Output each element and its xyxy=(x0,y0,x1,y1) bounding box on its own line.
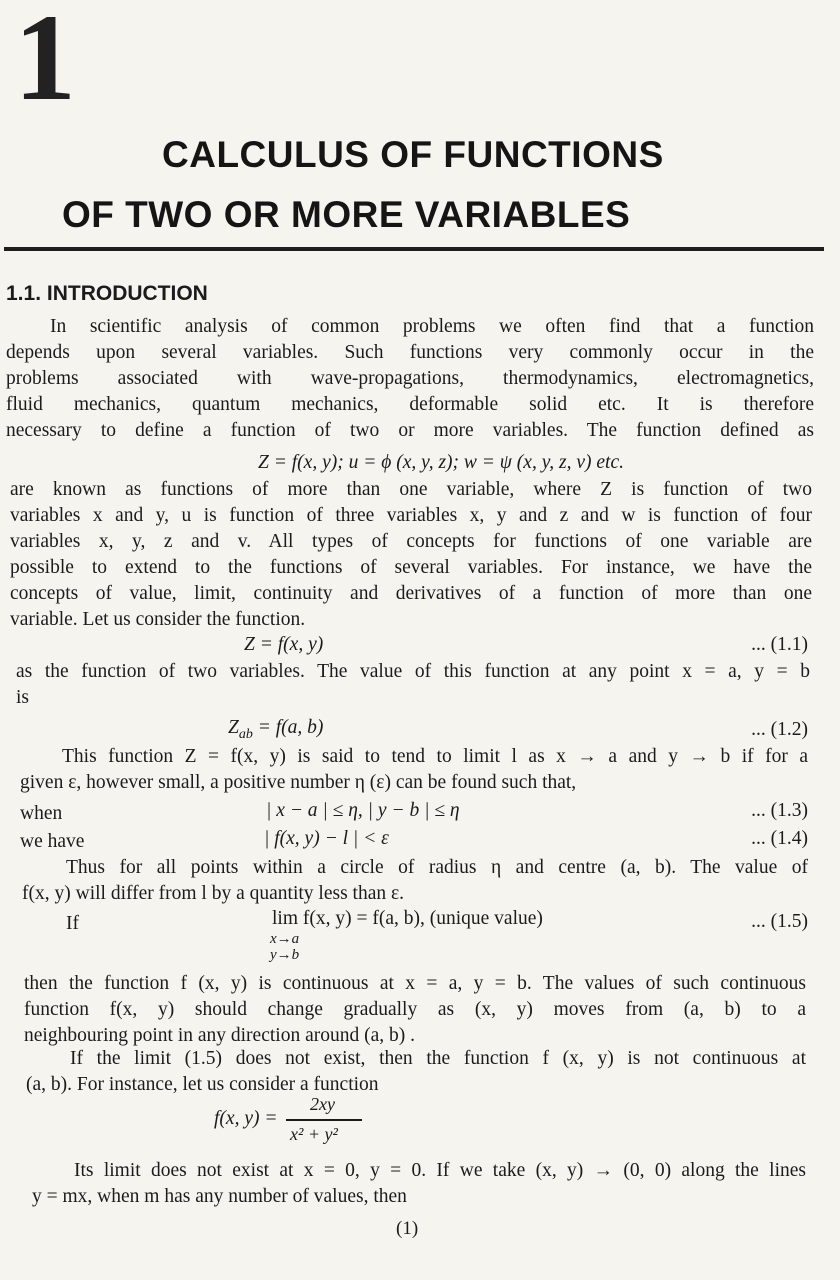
equation-number-1-5: ... (1.5) xyxy=(751,911,808,932)
equation-1-2 xyxy=(228,717,323,743)
paragraph-intro xyxy=(6,314,814,444)
paragraph-circle xyxy=(22,855,808,907)
text-line: variables x, y, z and v. All types of concepts for functions of one variable are xyxy=(10,531,812,552)
paragraph-value xyxy=(16,659,810,711)
chapter-title-line1: CALCULUS OF FUNCTIONS xyxy=(162,134,664,175)
text-line: fluid mechanics, quantum mechanics, deformable solid etc. It is therefore xyxy=(6,394,814,415)
equation-functions: Z = f(x, y); u = ϕ (x, y, z); w = ψ (x, y, z, v) etc. xyxy=(258,452,624,473)
fraction-numerator: 2xy xyxy=(310,1094,335,1114)
paragraph-definition xyxy=(10,477,812,633)
text-line: as the function of two variables. The value of this function at any point x = a, y = b xyxy=(16,661,810,682)
text-line: function f(x, y) should change gradually as (x, y) moves from (a, b) to a xyxy=(24,999,806,1020)
paragraph-discontinuity xyxy=(26,1046,806,1098)
fraction-bar xyxy=(286,1119,362,1121)
text-line: Its limit does not exist at x = 0, y = 0. If we take (x, y) → (0, 0) along the lines xyxy=(74,1160,806,1181)
fraction-lhs: f(x, y) = xyxy=(214,1108,278,1129)
chapter-number: 1 xyxy=(14,0,76,126)
limit-subscript-y: y→b xyxy=(270,947,300,963)
text-line: is xyxy=(16,687,30,708)
equation-number-1-1: ... (1.1) xyxy=(751,634,808,655)
text-line: then the function f (x, y) is continuous at x = a, y = b. The values of such continuous xyxy=(24,973,806,994)
page-number: (1) xyxy=(396,1218,419,1239)
text-line: variable. Let us consider the function. xyxy=(10,609,306,630)
equation-1-1: Z = f(x, y) xyxy=(244,634,324,655)
equation-number-1-2: ... (1.2) xyxy=(751,719,808,740)
equation-1-3: | x − a | ≤ η, | y − b | ≤ η xyxy=(266,800,460,821)
chapter-title-line2: OF TWO OR MORE VARIABLES xyxy=(62,194,631,235)
paragraph-example xyxy=(32,1158,806,1210)
equation-subscript: ab xyxy=(238,726,253,742)
text-line: depends upon several variables. Such functions very commonly occur in the xyxy=(6,342,814,363)
text-line: are known as functions of more than one variable, where Z is function of two xyxy=(10,479,812,500)
equation-label-we-have: we have xyxy=(20,831,85,852)
text-line: possible to extend to the functions of several variables. For instance, we have the xyxy=(10,557,812,578)
text-line: If the limit (1.5) does not exist, then the function f (x, y) is not continuous at xyxy=(70,1048,806,1069)
equation-number-1-3: ... (1.3) xyxy=(751,800,808,821)
equation-lhs: Z xyxy=(228,717,239,738)
text-line: variables x and y, u is function of three variables x, y and z and w is function of four xyxy=(10,505,812,526)
equation-rhs: = f(a, b) xyxy=(252,717,324,738)
fraction-denominator: x² + y² xyxy=(290,1124,338,1144)
text-line: In scientific analysis of common problems we often find that a function xyxy=(50,316,814,337)
equation-label-when: when xyxy=(20,803,63,824)
text-line: Thus for all points within a circle of radius η and centre (a, b). The value of xyxy=(66,857,808,878)
text-line: necessary to define a function of two or more variables. The function defined as xyxy=(6,420,814,441)
text-line: given ε, however small, a positive number η (ε) can be found such that, xyxy=(20,772,577,793)
text-line: problems associated with wave-propagations, thermodynamics, electromagnetics, xyxy=(6,368,814,389)
text-line: (a, b). For instance, let us consider a function xyxy=(26,1074,379,1095)
text-line: This function Z = f(x, y) is said to tend to limit l as x → a and y → b if for a xyxy=(62,746,808,767)
section-heading: 1.1. INTRODUCTION xyxy=(6,282,208,305)
equation-1-4: | f(x, y) − l | < ε xyxy=(264,828,389,849)
limit-subscript-x: x→a xyxy=(270,931,300,947)
text-line: neighbouring point in any direction around (a, b) . xyxy=(24,1025,415,1046)
text-line: concepts of value, limit, continuity and derivatives of a function of more than one xyxy=(10,583,812,604)
paragraph-continuity xyxy=(24,971,806,1049)
equation-1-5: lim f(x, y) = f(a, b), (unique value) xyxy=(272,908,543,929)
equation-label-if: If xyxy=(66,913,79,934)
text-line: f(x, y) will differ from l by a quantity less than ε. xyxy=(22,883,405,904)
title-rule xyxy=(4,247,824,251)
equation-number-1-4: ... (1.4) xyxy=(751,828,808,849)
paragraph-limit xyxy=(20,744,808,796)
text-line: y = mx, when m has any number of values, then xyxy=(32,1186,407,1207)
